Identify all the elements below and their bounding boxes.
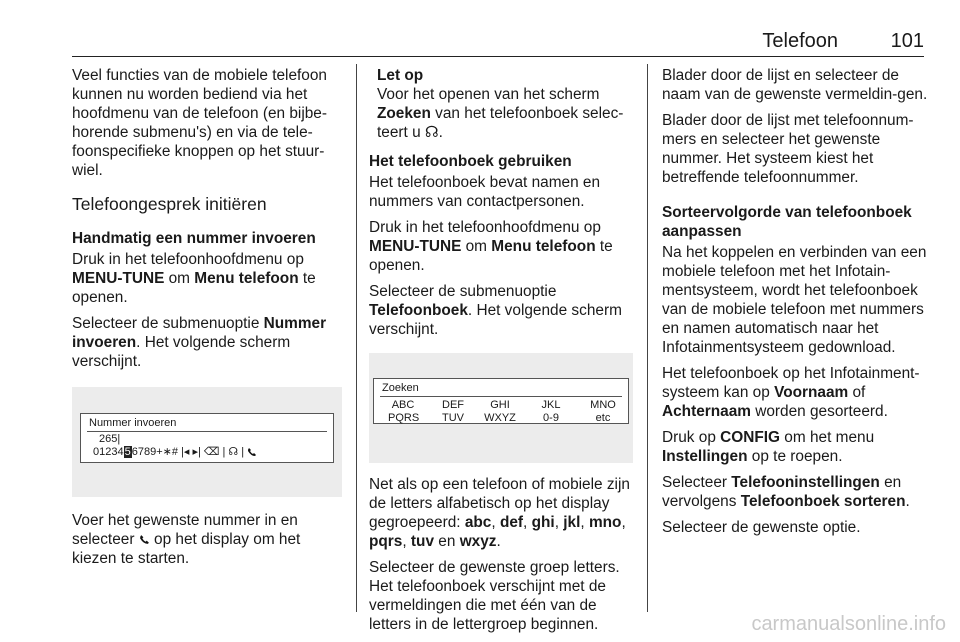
paragraph-config: Druk op CONFIG om het menu Instellingen op te roepen. [662,429,875,465]
digits-after[interactable]: 6789 [131,446,157,458]
letter-group-abc[interactable]: ABC PQRS [388,399,420,424]
paragraph-browse-names: Blader door de lijst en selecteer de naam van de gewenste vermeldin-gen. [662,67,928,103]
note-text: Voor het openen van het scherm Zoeken van het telefoonboek selec-teert u ☊. [377,86,624,141]
subheading-manual-number: Handmatig een nummer invoeren [72,230,316,247]
letter-group-jkl[interactable]: JKL 0-9 [541,399,561,424]
paragraph-open-menu-2: Druk in het telefoonhoofdmenu op MENU-TUNE om Menu telefoon te openen. [369,219,613,274]
display-divider [380,396,622,397]
paragraph-phone-settings: Selecteer Telefooninstellingen en vervolgens Telefoonboek sorteren. [662,474,910,510]
letter-group-mno[interactable]: MNO etc [590,399,616,424]
paragraph-select-option: Selecteer de gewenste optie. [662,519,861,536]
display-title: Nummer invoeren [89,417,177,429]
column-1 [72,66,342,575]
display-divider [87,431,327,432]
paragraph-select-submenu: Selecteer de submenuoptie Nummer invoeren. Het volgende scherm verschijnt. [72,315,327,370]
paragraph-download: Na het koppelen en verbinden van een mobiele telefoon met het Infotain-mentsysteem, wordt het telefoonboek van de mobiele telefoon met nummers en namen automatisch naar het Infotainmentsysteem gedownload. [662,244,927,356]
paragraph-select-phonebook: Selecteer de submenuoptie Telefoonboek. Het volgende scherm verschijnt. [369,283,622,338]
column-divider-2 [647,64,648,612]
display-number-entry [80,413,334,463]
symbol-keys[interactable]: +∗# [156,446,178,458]
section-heading: Telefoongesprek initiëren [72,194,267,214]
page-header [72,10,924,54]
column-3 [662,66,930,544]
column-2 [369,66,633,641]
screen-figure-search [369,353,633,463]
header-rule [72,56,924,57]
display-title: Zoeken [382,382,419,394]
paragraph-phonebook-contents: Het telefoonboek bevat namen en nummers van contactpersonen. [369,174,601,210]
paragraph-open-menu: Druk in het telefoonhoofdmenu op MENU-TUNE om Menu telefoon te openen. [72,251,316,306]
phone-icon [139,534,150,545]
paragraph-sort-options: Het telefoonboek op het Infotainment-systeem kan op Voornaam of Achternaam worden gesorteerd. [662,365,920,420]
note-box [369,66,633,142]
display-search [373,378,629,424]
letter-group-ghi[interactable]: GHI WXYZ [484,399,516,424]
screen-figure-number-entry [72,387,342,497]
paragraph-letter-groups: Net als op een telefoon of mobiele zijn de letters alfabetisch op het display gegroepeerd: abc, def, ghi, jkl, mno, pqrs, tuv en wxyz. [369,476,630,550]
page-title: Telefoon [762,30,838,52]
page-number: 101 [890,30,924,52]
digit-row [93,446,257,459]
paragraph-dial: Voer het gewenste nummer in en selecteer op het display om het kiezen te starten. [72,512,301,567]
note-heading: Let op [377,67,424,84]
intro-paragraph: Veel functies van de mobiele telefoon kunnen nu worden bediend via het hoofdmenu van de telefoon (en bijbe-horende submenu's) en via de tele-foonspecifieke knoppen op het stuur-wiel. [72,67,327,179]
subheading-sort-order: Sorteervolgorde van telefoonboek aanpassen [662,204,912,240]
watermark: carmanualsonline.info [751,613,946,635]
phone-icon[interactable] [247,447,257,457]
paragraph-browse-numbers: Blader door de lijst met telefoonnum-mers en selecteer het gewenste nummer. Het systeem kiest het betreffende telefoonnummer. [662,112,914,186]
subheading-use-phonebook: Het telefoonboek gebruiken [369,153,572,170]
phonebook-icon: ☊ [424,124,439,141]
control-keys[interactable]: |◂ ▸| ⌫ | ☊ | [181,446,245,458]
column-divider-1 [356,64,357,612]
digit-selected[interactable]: 5 [124,446,131,458]
entered-number: 265| [99,433,121,445]
letter-group-def[interactable]: DEF TUV [442,399,464,424]
digits-before[interactable]: 01234 [93,446,124,458]
paragraph-select-group: Selecteer de gewenste groep letters. Het telefoonboek verschijnt met de vermeldingen die met één van de letters in de lettergroep beginnen. [369,559,620,633]
